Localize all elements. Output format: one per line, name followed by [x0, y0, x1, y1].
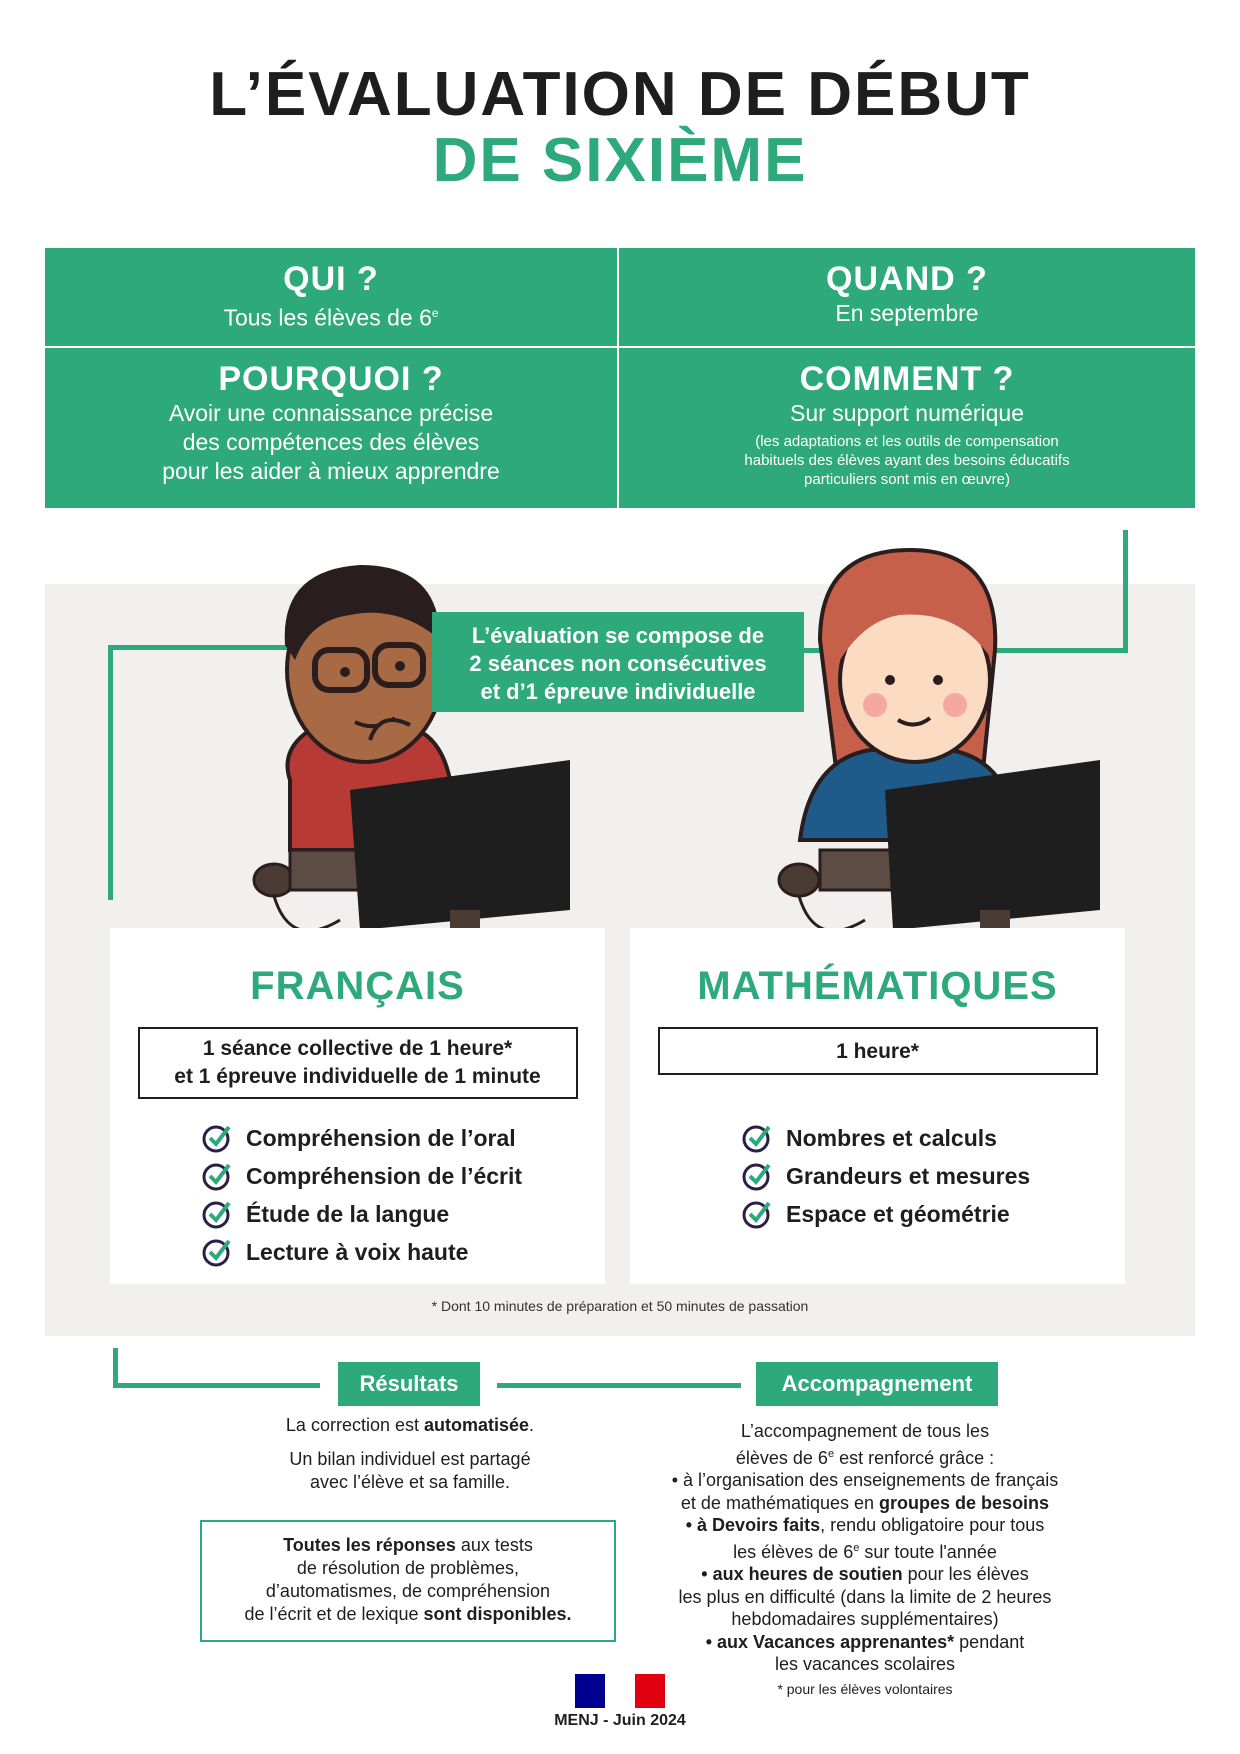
list-item: Étude de la langue: [202, 1195, 605, 1233]
accompagnement-text: L’accompagnement de tous les élèves de 6e est renforcé grâce : • à l’organisation des enseignements de français et de mathématiques en groupes de besoins • à Devoirs faits, rendu obligatoire pour tous les élèves de 6e sur toute l'année • aux heures de soutien pour les élèves les plus en difficulté (dans la limite de 2 heures hebdomadaires supplémentaires) • aux Vacances apprenantes* pendant les vacances scolaires * pour les élèves volontaires: [640, 1420, 1090, 1700]
maths-panel: [630, 928, 1125, 1284]
francais-panel: [110, 928, 605, 1284]
check-icon: [742, 1199, 772, 1229]
comment-heading: COMMENT ?: [799, 360, 1015, 398]
connector-line: [113, 1383, 320, 1388]
quand-text: En septembre: [835, 300, 979, 326]
list-item: Nombres et calculs: [742, 1119, 1125, 1157]
maths-skills-list: [742, 1119, 1125, 1233]
footer-credit: MENJ - Juin 2024: [554, 1712, 686, 1729]
check-icon: [202, 1237, 232, 1267]
resultats-bilan: Un bilan individuel est partagé avec l’élève et sa famille.: [289, 1449, 531, 1492]
connector-line: [108, 645, 113, 900]
check-icon: [202, 1161, 232, 1191]
list-item: Espace et géométrie: [742, 1195, 1125, 1233]
pourquoi-cell: [45, 348, 617, 508]
page-title: [0, 62, 1240, 194]
qui-heading: QUI ?: [283, 260, 379, 298]
pourquoi-heading: POURQUOI ?: [218, 360, 444, 398]
check-icon: [202, 1123, 232, 1153]
list-item: Compréhension de l’écrit: [202, 1157, 605, 1195]
list-item: Lecture à voix haute: [202, 1233, 605, 1271]
quand-cell: [619, 248, 1195, 346]
list-item: Grandeurs et mesures: [742, 1157, 1125, 1195]
title-line-1: L’ÉVALUATION DE DÉBUT: [209, 60, 1031, 129]
francais-title: FRANÇAIS: [250, 964, 465, 1008]
quand-heading: QUAND ?: [826, 260, 988, 298]
comment-cell: [619, 348, 1195, 508]
maths-duration-box: 1 heure*: [658, 1027, 1098, 1075]
resultats-responses-box: Toutes les réponses aux tests de résolution de problèmes, d’automatismes, de compréhension de l’écrit et de lexique sont disponibles.: [200, 1520, 616, 1642]
evaluation-banner: L’évaluation se compose de 2 séances non consécutives et d’1 épreuve individuelle: [432, 612, 804, 712]
check-icon: [202, 1199, 232, 1229]
accompagnement-tag: Accompagnement: [756, 1362, 998, 1406]
check-icon: [742, 1123, 772, 1153]
title-line-2: DE SIXIÈME: [432, 126, 808, 195]
francais-skills-list: [202, 1119, 605, 1271]
comment-note: (les adaptations et les outils de compensation habituels des élèves ayant des besoins éducatifs particuliers sont mis en œuvre): [744, 433, 1070, 488]
republique-francaise-logo: [575, 1674, 665, 1708]
duration-footnote: * Dont 10 minutes de préparation et 50 minutes de passation: [431, 1298, 809, 1314]
comment-text: Sur support numérique: [790, 400, 1024, 426]
connector-line: [497, 1383, 741, 1388]
accompagnement-note: * pour les élèves volontaires: [777, 1680, 953, 1697]
connector-line: [1123, 530, 1128, 653]
pourquoi-line-3: pour les aider à mieux apprendre: [162, 458, 500, 484]
qui-text: Tous les élèves de 6e: [223, 304, 439, 331]
resultats-tag: Résultats: [338, 1362, 480, 1406]
pourquoi-line-2: des compétences des élèves: [182, 429, 480, 455]
list-item: Compréhension de l’oral: [202, 1119, 605, 1157]
maths-title: MATHÉMATIQUES: [697, 964, 1058, 1008]
pourquoi-line-1: Avoir une connaissance précise: [168, 400, 494, 426]
check-icon: [742, 1161, 772, 1191]
resultats-correction: La correction est automatisée.: [285, 1415, 535, 1435]
qui-cell: [45, 248, 617, 346]
connector-line: [113, 1348, 118, 1388]
francais-duration-box: 1 séance collective de 1 heure* et 1 épreuve individuelle de 1 minute: [138, 1027, 578, 1099]
